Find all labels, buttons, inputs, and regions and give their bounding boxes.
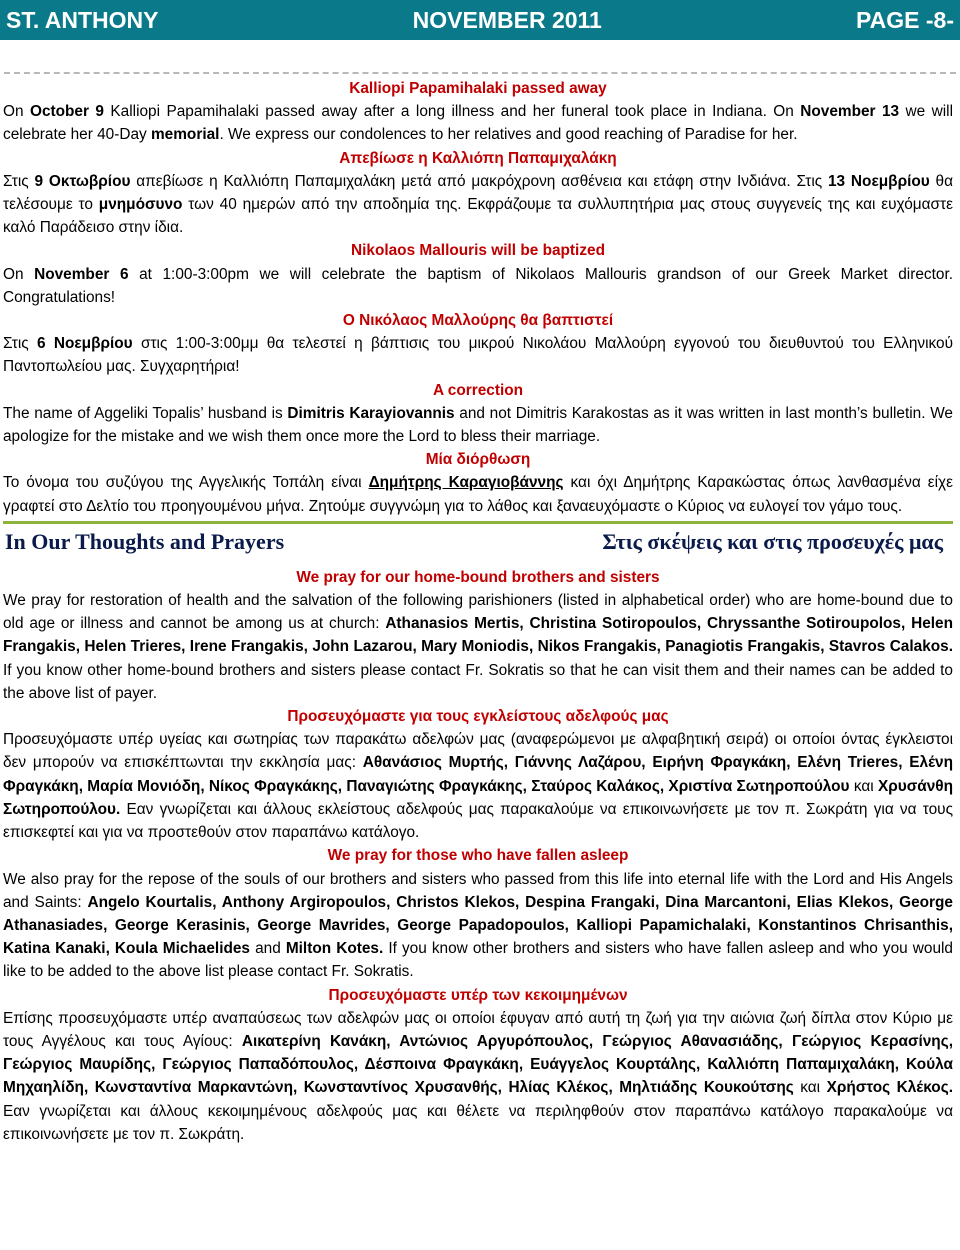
section-title: A correction (432, 381, 524, 399)
banner-greek: Στις σκέψεις και στις προσευχές μας (602, 528, 943, 554)
section-title: Kalliopi Papamihalaki passed away (349, 80, 607, 97)
section-text: Προσευχόμαστε υπέρ υγείας και σωτηρίας των παρακάτω αδελφών μας (αναφερώμενοι με αλφαβητική σειρά) οι οποίοι όντας έγκλειστοι δεν μπορούν να επισκέπτωνται την εκκλησία μας: Αθανάσιος Μυρτής, Γιάννης Λαζάρου, Ειρήνη Φραγκάκη, Ελένη Trieres, Ελένη Φραγκάκη, Μαρία Μονιόδη, Νίκος Φραγκάκης, Παναγιώτης Φραγκάκης, Σταύρος Καλάκος, Χριστίνα Σωτηροπούλου και Χρυσάνθη Σωτηροπούλου. Εαν γνωρίζεται και άλλους εκλείστους αδελφούς μας παρακαλούμε να επικοινωνήσετε με τον π. Σωκράτη για να τους επισκεφτεί και για να προστεθούν στον παραπάνω κατάλογο. (3, 731, 953, 842)
section-text: The name of Aggeliki Topalis’ husband is Dimitris Karayiovannis and not Dimitris Karakostas as it was written in last month’s bulletin. We apologize for the mistake and we wish them once more the Lord to bless their marriage. (3, 404, 953, 446)
section-text: Στις 9 Οκτωβρίου απεβίωσε η Καλλιόπη Παπαμιχαλάκη μετά από μακρόχρονη ασθένεια και ετάφη στην Ινδιάνα. Στις 13 Νοεμβρίου θα τελέσουμε το μνημόσυνο των 40 ημερών από την αποδημία της. Εκφράζουμε τα συλλυπητήρια μας στους συγγενείς της και ευχόμαστε καλό Παράδεισο στην ίδια. (3, 172, 954, 237)
header-page: PAGE -8- (856, 6, 954, 33)
bulletin-content (3, 77, 953, 1146)
section-text: We pray for restoration of health and the salvation of the following parishioners (listed in alphabetical order) who are home-bound due to old age or illness and cannot be among us at church: Athanasios Mertis, Christina Sotiropoulos, Chryssanthe Sotiroupolos, Helen Frangakis, Helen Trieres, Irene Frangakis, John Lazarou, Mary Moniodis, Nikos Frangakis, Panagiotis Frangakis, Stavros Calakos. If you know other home-bound brothers and sisters please contact Fr. Sokratis so that he can visit them and their names can be added to the above list of payer. (3, 592, 953, 702)
prayers-banner (3, 521, 953, 566)
header-parish: ST. ANTHONY (6, 6, 159, 33)
section-text: Επίσης προσευχόμαστε υπέρ αναπαύσεως των αδελφών μας οι οποίοι έφυγαν από αυτή τη ζωή για την αιώνια ζωή δίπλα στον Κύριο με τους Αγγέλους και τους Αγίους: Αικατερίνη Κανάκη, Αντώνιος Αργυρόπουλος, Γεώργιος Αθανασιάδης, Γεώργιος Κερασίνης, Γεώργιος Μαυρίδης, Γεώργιος Παπαδόπουλος, Δέσποινα Φραγκάκη, Ευάγγελος Κουρτάλης, Καλλιόπη Παπαμιχαλάκη, Κούλα Μηχαηλίδη, Κωνσταντίνα Μαρκαντώνη, Κωνσταντίνος Χρυσανθής, Ηλίας Κλέκος, Μηλτιάδης Κουκούτσης και Χρήστος Κλέκος. Εαν γνωρίζεται και άλλους κεκοιμημένους αδελφούς μας και θέλετε να περιληφθούν στον παραπάνω κατάλογο παρακαλούμε να επικοινωνήσετε με τον π. Σωκράτη. (3, 1009, 953, 1143)
section-title: Απεβίωσε η Καλλιόπη Παπαμιχαλάκη (339, 149, 617, 167)
section-title: Προσευχόμαστε υπέρ των κεκοιμημένων (328, 986, 628, 1004)
section-title: Ο Νικόλαος Μαλλούρης θα βαπτιστεί (342, 312, 614, 330)
section-text: On November 6 at 1:00-3:00pm we will celebrate the baptism of Nikolaos Mallouris grandson of our Greek Market director. Congratulations! (3, 265, 953, 306)
section-title: Μία διόρθωση (425, 451, 531, 469)
section-title: We pray for our home-bound brothers and sisters (296, 568, 660, 586)
section-text: On October 9 Kalliopi Papamihalaki passed away after a long illness and her funeral took place in Indiana. On November 13 we will celebrate her 40-Day memorial. We express our condolences to her relatives and good reaching of Paradise for her. (3, 103, 953, 144)
section-text: Στις 6 Νοεμβρίου στις 1:00-3:00μμ θα τελεστεί η βάπτισις του μικρού Νικολάου Μαλλούρη εγγονού του διευθυντού του Ελληνικού Παντοπωλείου μας. Συγχαρητήρια! (3, 335, 953, 376)
section-title: Προσευχόμαστε για τους εγκλείστους αδελφούς μας (287, 708, 669, 726)
section-title: We pray for those who have fallen asleep (327, 847, 629, 865)
banner-english: In Our Thoughts and Prayers (5, 528, 285, 554)
header-month: NOVEMBER 2011 (412, 6, 602, 33)
page-header (0, 0, 960, 40)
section-title: Nikolaos Mallouris will be baptized (351, 242, 605, 260)
divider-dashed (4, 72, 956, 74)
section-text: Το όνομα του συζύγου της Αγγελικής Τοπάλη είναι Δημήτρης Καραγιοβάννης και όχι Δημήτρης Καρακώστας όπως λανθασμένα είχε γραφτεί στο Δελτίο του προηγουμένου μήνα. Ζητούμε συγγνώμη για το λάθος και ξαναευχόμαστε ο Κύριος να ευλογεί τον γάμο τους. (3, 474, 953, 515)
section-text: We also pray for the repose of the souls of our brothers and sisters who passed from this life into eternal life with the Lord and His Angels and Saints: Angelo Kourtalis, Anthony Argiropoulos, Christos Klekos, Despina Frangaki, Dina Marcantoni, Elias Klekos, George Athanasiades, George Kerasinis, George Mavrides, George Papadopoulos, Kalliopi Papamichalaki, Konstantinos Chrisanthis, Katina Kanaki, Koula Michaelides and Milton Kotes. If you know other brothers and sisters who have fallen asleep and who you would like to be added to the above list please contact Fr. Sokratis. (3, 870, 953, 981)
